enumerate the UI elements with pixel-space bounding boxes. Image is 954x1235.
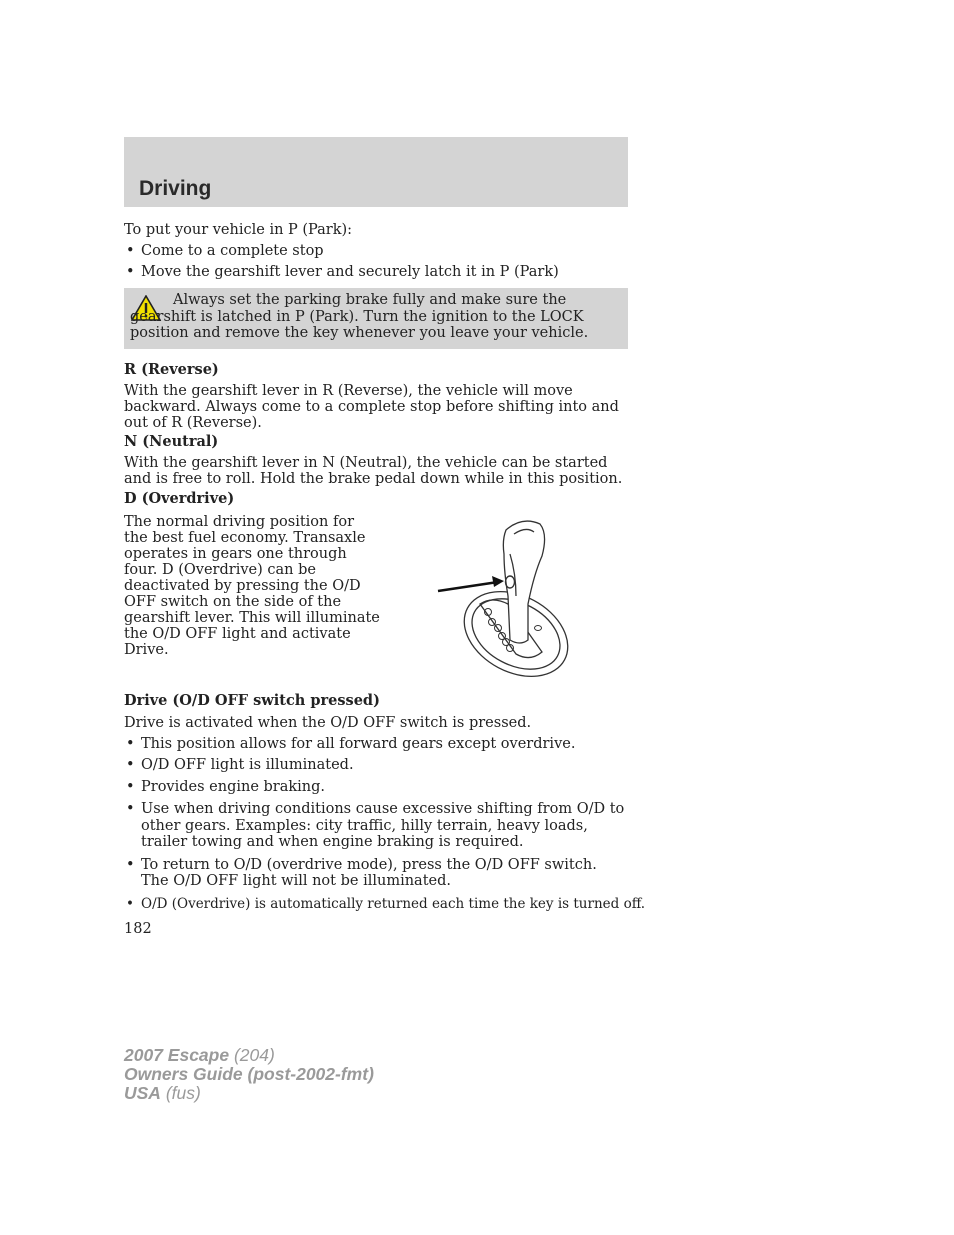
park-section [124,222,628,280]
list-item: • Come to a complete stop [126,243,324,259]
list-item: • Use when driving conditions cause excessive shifting from O/D to other gears. Examples: city traffic, hilly terrain, heavy loads, trailer towing and when engine braking is required. [126,801,625,850]
document-footer [124,1046,374,1103]
gearshift-illustration [430,512,580,682]
bullet-icon: • [126,243,135,259]
bullet-icon: • [126,856,135,873]
warning-text: Always set the parking brake fully and make sure the gearshift is latched in P (Park). Turn the ignition to the LOCK position and remove the key whenever you leave your vehicle. [130,292,589,341]
page-number: 182 [124,920,152,937]
bullet-icon: • [126,264,135,280]
neutral-section [124,434,628,487]
park-bullet-list [124,243,628,280]
overdrive-body: The normal driving position for the best fuel economy. Transaxle operates in gears one through four. D (Overdrive) can be deactivated by pressing the O/D OFF switch on the side of the gearshift lever. This will illuminate the O/D OFF light and activate Drive. [124,514,380,658]
section-header-band [124,137,628,207]
neutral-heading: N (Neutral) [124,433,219,450]
bullet-icon: • [126,757,135,773]
footer-line-2: Owners Guide (post-2002-fmt) [124,1064,374,1084]
od-off-heading: Drive (O/D OFF switch pressed) [124,692,380,709]
list-item: • This position allows for all forward gears except overdrive. [126,736,576,752]
warning-box [124,288,628,349]
od-off-bullet-list [124,736,646,912]
neutral-body: With the gearshift lever in N (Neutral), the vehicle can be started and is free to roll. Hold the brake pedal down while in this position. [124,455,623,487]
reverse-body: With the gearshift lever in R (Reverse), the vehicle will move backward. Always come to a complete stop before shifting into and out of R (Reverse). [124,383,619,431]
reverse-section [124,362,628,431]
list-item: • O/D OFF light is illuminated. [126,757,354,773]
bullet-icon: • [126,895,134,912]
list-item: • To return to O/D (overdrive mode), press the O/D OFF switch. The O/D OFF light will not be illuminated. [126,856,597,889]
footer-line-1: 2007 Escape (204) [124,1045,275,1065]
od-off-section [124,692,646,937]
od-off-intro: Drive is activated when the O/D OFF switch is pressed. [124,715,532,731]
section-title: Driving [139,177,212,200]
list-item: • O/D (Overdrive) is automatically returned each time the key is turned off. [126,895,646,912]
park-intro: To put your vehicle in P (Park): [124,222,353,238]
bullet-icon: • [126,801,135,817]
list-item: • Provides engine braking. [126,779,326,795]
reverse-heading: R (Reverse) [124,361,219,378]
bullet-icon: • [126,779,135,795]
footer-line-3: USA (fus) [124,1083,201,1103]
list-item: • Move the gearshift lever and securely latch it in P (Park) [126,264,559,280]
bullet-icon: • [126,736,135,752]
overdrive-heading: D (Overdrive) [124,490,235,507]
